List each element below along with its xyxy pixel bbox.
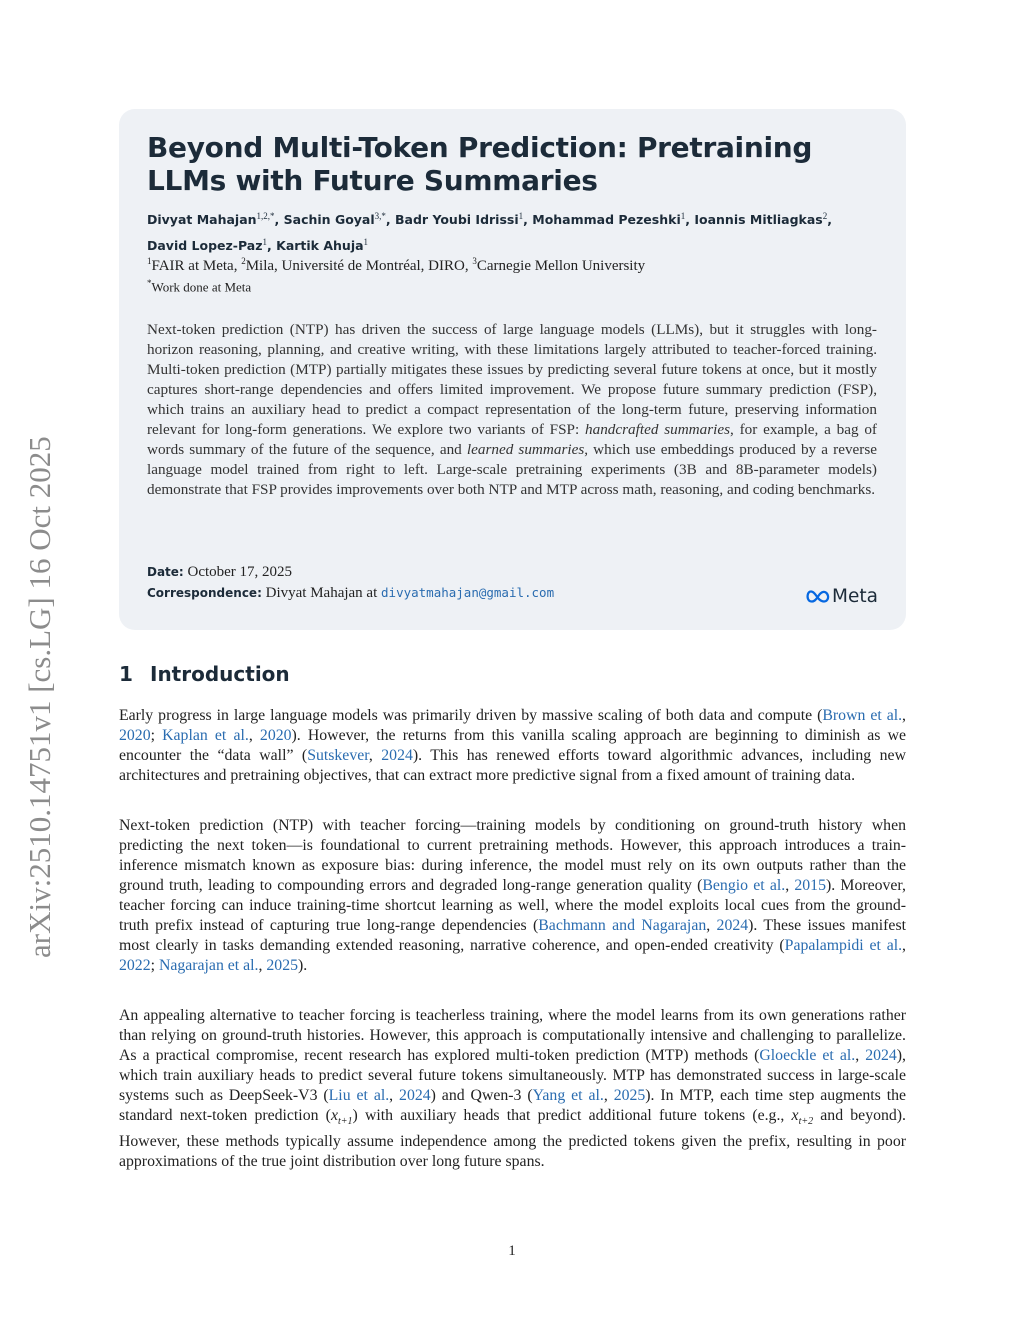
body-text: ). In MTP, each time step augments the standard next-token prediction ( bbox=[119, 1087, 907, 1124]
author-name: Ioannis Mitliagkas bbox=[694, 212, 823, 228]
meta-infinity-icon bbox=[806, 587, 830, 605]
author-affil-sup: 1 bbox=[262, 237, 268, 248]
author-name: Badr Youbi Idrissi bbox=[395, 212, 519, 228]
body-text: ) with auxiliary heads that predict additional future tokens (e.g., bbox=[352, 1107, 792, 1124]
note-text: Work done at Meta bbox=[151, 279, 252, 295]
correspondence-label: Correspondence: bbox=[147, 586, 262, 600]
citation-link[interactable]: Liu et al. bbox=[328, 1087, 390, 1104]
meta-logo-text: Meta bbox=[832, 585, 878, 607]
body-text: ), which train auxiliary heads to predict several future tokens simultaneously. MTP has demonstrated success in large-scale systems such as DeepSeek-V3 ( bbox=[119, 1047, 906, 1104]
body-text: An appealing alternative to teacher forcing is teacherless training, where the model learns from its own generations rather than relying on ground-truth histories. However, this approach is computationally intensive and challenging to parallelize. As a practical compromise, recent research has explored multi-token prediction (MTP) methods ( bbox=[119, 1007, 906, 1064]
arxiv-id-text: arXiv:2510.14751v1 [cs.LG] 16 Oct 2025 bbox=[22, 436, 57, 958]
body-text: and beyond). However, these methods typically assume independence among the predicted tokens given the prefix, resulting in poor approximations of the true joint distribution over long future spans. bbox=[119, 1107, 906, 1171]
note-sup: * bbox=[147, 278, 152, 288]
intro-paragraph-2 bbox=[119, 816, 906, 976]
citation-year-link[interactable]: 2020 bbox=[259, 727, 292, 744]
body-text: Early progress in large language models was primarily driven by massive scaling of both data and compute ( bbox=[119, 707, 823, 724]
work-note bbox=[147, 278, 887, 295]
body-text: ) and Qwen-3 ( bbox=[430, 1087, 533, 1104]
body-text: ). However, the returns from this vanilla scaling approach are beginning to diminish as we encounter the “data wall” ( bbox=[119, 727, 906, 764]
body-text: ). This has renewed efforts toward algorithmic advances, including new architectures and pretraining objectives, that can extract more predictive signal from a fixed amount of training data. bbox=[119, 747, 906, 784]
citation-link[interactable]: Papalampidi et al. bbox=[784, 937, 903, 954]
citation-year-link[interactable]: 2022 bbox=[119, 957, 151, 974]
abstract-text: Next-token prediction (NTP) has driven the success of large language models (LLMs), but it struggles with long-horizon reasoning, planning, and creative writing, with these limitations largely attributed to teacher-forced training. Multi-token prediction (MTP) partially mitigates these issues by predicting several future tokens at once, but it mostly captures short-range dependencies and offers limited improvement. We propose future summary prediction (FSP), which trains an auxiliary head to predict a compact representation of the long-term future, preserving information relevant for long-form generations. We explore two variants of FSP: bbox=[147, 321, 877, 438]
body-text: , bbox=[258, 957, 267, 974]
author-affil-sup: 1 bbox=[680, 211, 686, 221]
body-text: , bbox=[706, 917, 717, 934]
affil-name: FAIR at Meta, bbox=[151, 258, 242, 274]
citation-link[interactable]: Yang et al. bbox=[532, 1087, 604, 1104]
author-affil-sup: 3,* bbox=[374, 211, 386, 221]
citation-link[interactable]: Kaplan et al. bbox=[162, 727, 249, 744]
author-affil-sup: 1 bbox=[518, 211, 524, 221]
body-text: ; bbox=[150, 727, 163, 744]
date-label: Date: bbox=[147, 565, 184, 579]
body-text: , bbox=[368, 747, 382, 764]
affil-sup: 2 bbox=[241, 256, 246, 266]
author-name: Kartik Ahuja bbox=[276, 238, 364, 254]
author-affil-sup: 1 bbox=[363, 237, 369, 248]
section-heading bbox=[119, 662, 290, 686]
author-name: Sachin Goyal bbox=[283, 212, 375, 228]
citation-link[interactable]: Bengio et al. bbox=[702, 877, 786, 894]
body-text: , bbox=[902, 707, 906, 724]
citation-link[interactable]: Bachmann and Nagarajan bbox=[538, 917, 707, 934]
section-title: Introduction bbox=[150, 662, 290, 686]
page-number: 1 bbox=[508, 1243, 516, 1259]
citation-year-link[interactable]: 2024 bbox=[716, 917, 749, 934]
math-x-t-plus-2 bbox=[791, 1107, 814, 1128]
body-text: , bbox=[902, 937, 906, 954]
correspondence-name: Divyat Mahajan at bbox=[265, 585, 382, 601]
citation-year-link[interactable]: 2024 bbox=[381, 747, 413, 764]
citation-year-link[interactable]: 2025 bbox=[266, 957, 298, 974]
body-text: ). Moreover, teacher forcing can induce training-time shortcut learning as well, where the model exploits local cues from the ground-truth prefix instead of capturing true long-range dependencies ( bbox=[119, 877, 906, 934]
body-text: ). bbox=[298, 957, 308, 974]
author-name: Mohammad Pezeshki bbox=[532, 212, 681, 228]
math-var: x bbox=[330, 1107, 338, 1124]
email-link[interactable]: divyatmahajan@gmail.com bbox=[381, 585, 555, 600]
abstract-emphasis: learned summaries bbox=[466, 441, 585, 458]
date-value: October 17, 2025 bbox=[187, 564, 293, 580]
body-text: ; bbox=[150, 957, 159, 974]
body-text: Next-token prediction (NTP) with teacher forcing—training models by conditioning on ground-truth history when predicting the next token—is foundational to current pretraining methods. However, this approach introduces a train-inference mismatch known as exposure bias: during inference, the model must rely on its own outputs rather than the ground truth, leading to compounding errors and degraded long-range generation quality ( bbox=[119, 817, 906, 894]
citation-link[interactable]: Sutskever bbox=[307, 747, 369, 764]
citation-year-link[interactable]: 2024 bbox=[399, 1087, 431, 1104]
abstract-emphasis: handcrafted summaries bbox=[585, 421, 731, 438]
body-text: ). These issues manifest most clearly in tasks demanding extended reasoning, narrative coherence, and open-ended creativity ( bbox=[119, 917, 906, 954]
affil-name: Mila, Université de Montréal, DIRO, bbox=[245, 258, 473, 274]
body-text: , bbox=[248, 727, 260, 744]
author-list: Divyat Mahajan$^{1,2,*}$, Sachin Goyal$^{3,*}$, Badr Youbi Idrissi$^1$, Mohammad Pezeshki$^1$, Ioannis Mitliagkas$^2$, David Lopez-Paz$^1$, Kartik Ahuja$^1$ bbox=[147, 211, 832, 254]
citation-year-link[interactable]: 2025 bbox=[613, 1087, 646, 1104]
section-number: 1 bbox=[119, 662, 133, 686]
arxiv-identifier-stamp bbox=[10, 380, 60, 960]
paper-title: Beyond Multi-Token Prediction: Pretraining LLMs with Future Summaries bbox=[147, 131, 813, 197]
citation-year-link[interactable]: 2024 bbox=[865, 1047, 897, 1064]
intro-paragraph-3 bbox=[119, 1006, 906, 1172]
body-text: , bbox=[603, 1087, 614, 1104]
author-name: Divyat Mahajan bbox=[147, 212, 257, 228]
abstract-text: , which use embeddings produced by a reverse language model trained from right to left. Large-scale pretraining experiments (3B and 8B-parameter models) demonstrate that FSP provides improvements over both NTP and MTP across math, reasoning, and coding benchmarks. bbox=[147, 441, 877, 498]
affiliations bbox=[147, 256, 887, 275]
citation-year-link[interactable]: 2020 bbox=[119, 727, 151, 744]
citation-link[interactable]: Gloeckle et al. bbox=[759, 1047, 856, 1064]
math-subscript: t+2 bbox=[798, 1116, 814, 1128]
affil-sup: 1 bbox=[147, 256, 152, 266]
citation-link[interactable]: Brown et al. bbox=[822, 707, 903, 724]
correspondence-line bbox=[147, 585, 554, 602]
body-text: , bbox=[785, 877, 795, 894]
math-var: x bbox=[791, 1107, 799, 1124]
author-affil-sup: 2 bbox=[822, 211, 828, 221]
date-line bbox=[147, 564, 292, 581]
affil-name: Carnegie Mellon University bbox=[476, 258, 646, 274]
math-subscript: t+1 bbox=[337, 1116, 353, 1128]
affil-sup: 3 bbox=[472, 256, 477, 266]
body-text: , bbox=[389, 1087, 400, 1104]
author-affil-sup: 1,2,* bbox=[256, 211, 275, 221]
citation-year-link[interactable]: 2015 bbox=[794, 877, 826, 894]
intro-paragraph-1 bbox=[119, 706, 906, 786]
meta-logo bbox=[806, 583, 878, 609]
math-x-t-plus-1 bbox=[330, 1107, 353, 1128]
author-name: David Lopez-Paz bbox=[147, 238, 263, 254]
body-text: , bbox=[855, 1047, 866, 1064]
abstract-text: , for example, a bag of words summary of the future of the sequence, and bbox=[147, 421, 877, 458]
abstract bbox=[147, 320, 877, 500]
citation-link[interactable]: Nagarajan et al. bbox=[158, 957, 259, 974]
